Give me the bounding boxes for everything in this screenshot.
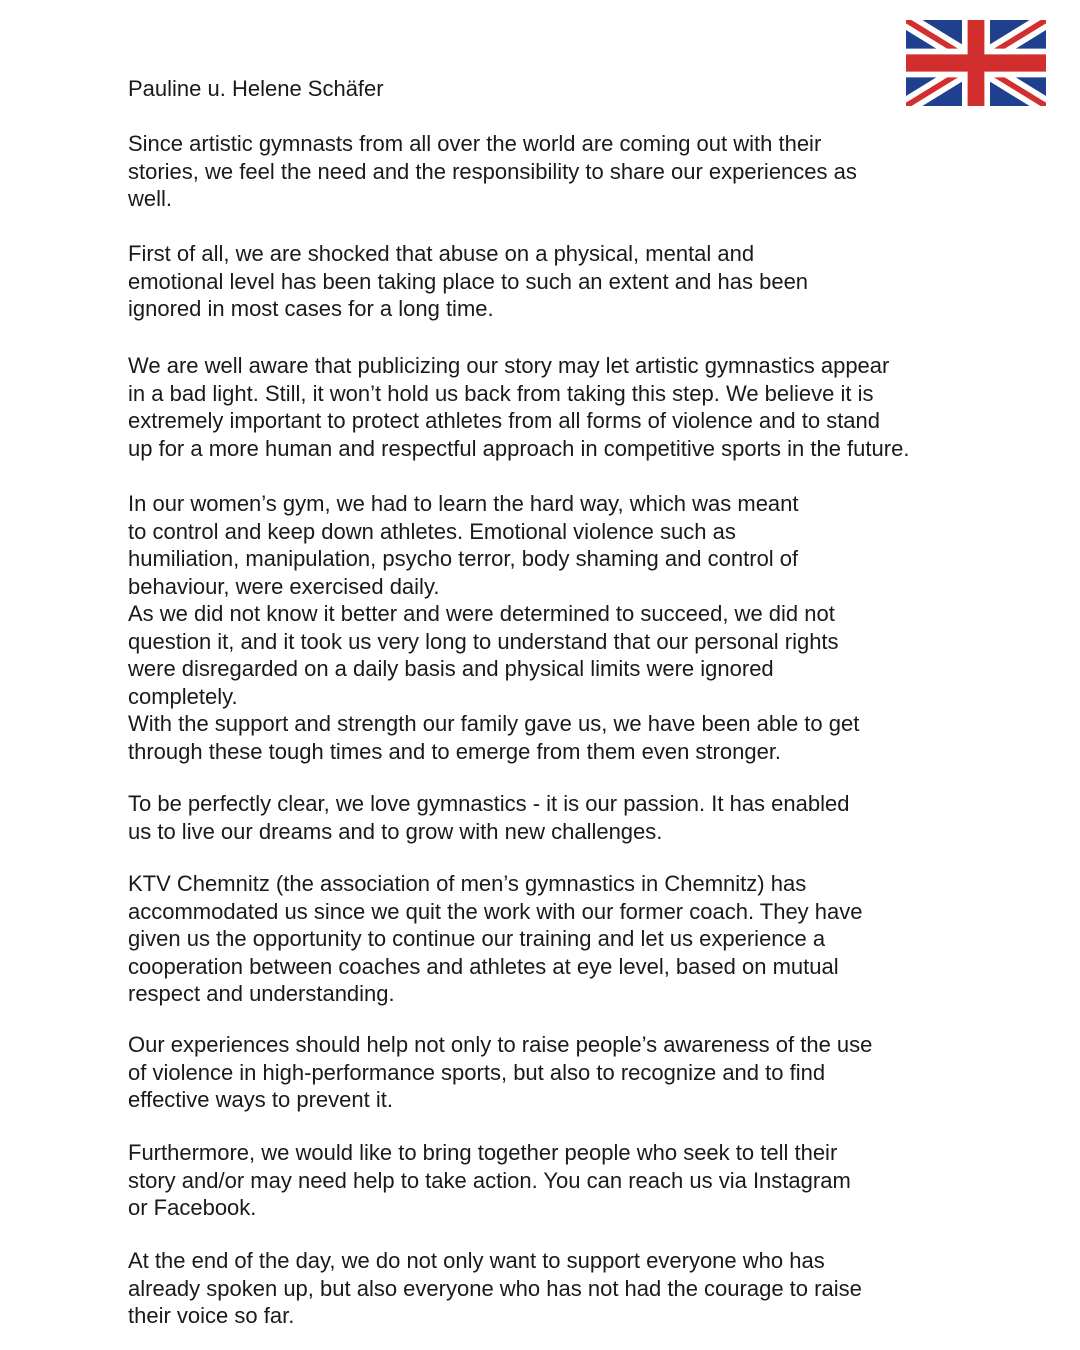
- paragraph: Since artistic gymnasts from all over the world are coming out with their stories, we feel the need and the responsibility to share our experiences as well.: [128, 131, 857, 211]
- paragraph: KTV Chemnitz (the association of men’s gymnastics in Chemnitz) has accommodated us since we quit the work with our former coach. They have given us the opportunity to continue our training and let us experience a cooperation between coaches and athletes at eye level, based on mutual respect and understanding.: [128, 871, 863, 1006]
- paragraph: To be perfectly clear, we love gymnastics - it is our passion. It has enabled us to live our dreams and to grow with new challenges.: [128, 791, 850, 844]
- paragraph: In our women’s gym, we had to learn the hard way, which was meant to control and keep down athletes. Emotional violence such as humiliation, manipulation, psycho terror, body shaming and control of behaviour, were exercised daily. As we did not know it better and were determined to succeed, we did not question it, and it took us very long to understand that our personal rights were disregarded on a daily basis and physical limits were ignored completely. With the support and strength our family gave us, we have been able to get through these tough times and to emerge from them even stronger.: [128, 491, 860, 764]
- paragraph: Furthermore, we would like to bring together people who seek to tell their story and/or may need help to take action. You can reach us via Instagram or Facebook.: [128, 1140, 851, 1220]
- paragraph: Our experiences should help not only to raise people’s awareness of the use of violence in high-performance sports, but also to recognize and to find effective ways to prevent it.: [128, 1032, 873, 1112]
- paragraph: First of all, we are shocked that abuse on a physical, mental and emotional level has been taking place to such an extent and has been ignored in most cases for a long time.: [128, 241, 809, 321]
- paragraph: At the end of the day, we do not only want to support everyone who has already spoken up, but also everyone who has not had the courage to raise their voice so far.: [128, 1248, 862, 1328]
- paragraph: We are well aware that publicizing our story may let artistic gymnastics appear in a bad light. Still, it won’t hold us back from taking this step. We believe it is extremely important to protect athletes from all forms of violence and to stand up for a more human and respectful approach in competitive sports in the future.: [128, 353, 910, 461]
- signature: Pauline u. Helene Schäfer: [128, 76, 384, 101]
